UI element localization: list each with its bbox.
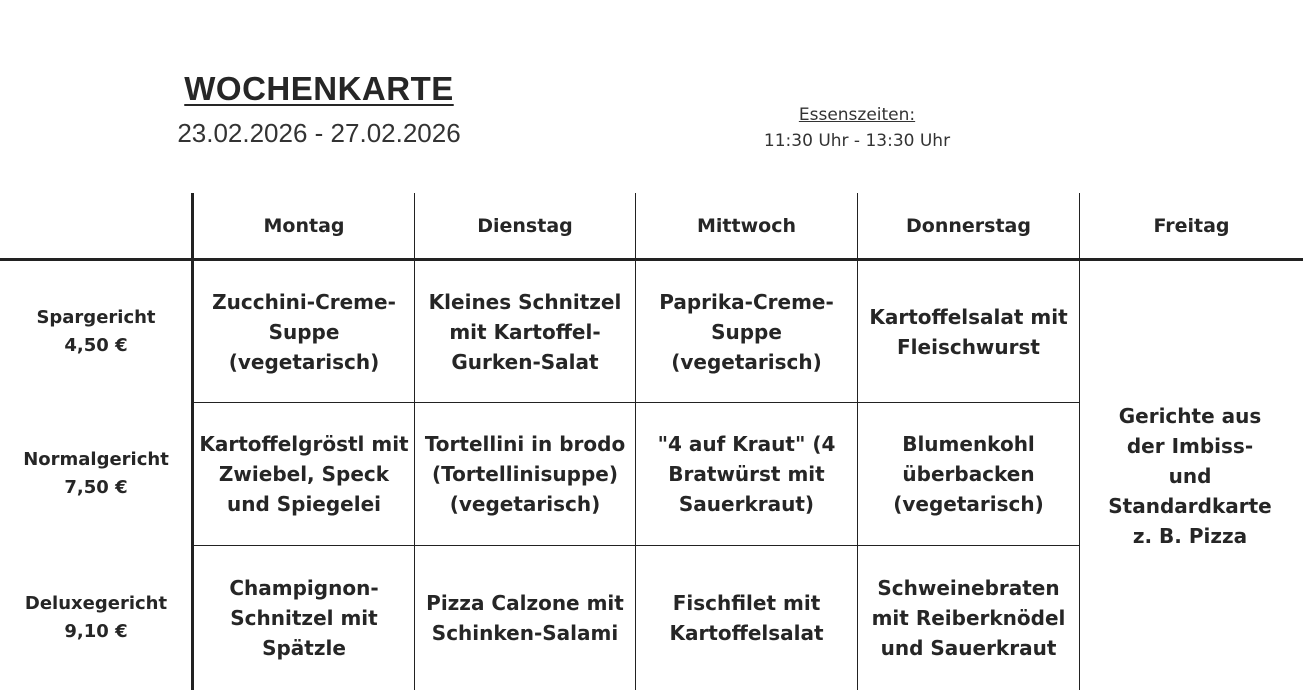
page-title: WOCHENKARTE — [184, 70, 454, 107]
dish-deluxegericht-dienstag: Pizza Calzone mit Schinken-Salami — [426, 591, 624, 645]
dish-spargericht-donnerstag: Kartoffelsalat mit Fleischwurst — [869, 304, 1068, 359]
row-label-spargericht — [0, 261, 192, 402]
meal-times-label: Essenszeiten: — [798, 105, 916, 125]
row-name: Normalgericht — [23, 449, 169, 470]
row-price: 9,10 € — [64, 621, 128, 642]
row-price: 4,50 € — [64, 334, 128, 356]
day-header-donnerstag: Donnerstag — [906, 215, 1031, 237]
day-header-dienstag: Dienstag — [477, 215, 573, 237]
grid-line-col-4 — [1079, 193, 1080, 690]
friday-note: Gerichte aus der Imbiss- und Standardkarte z. B. Pizza — [1108, 403, 1272, 548]
dish-deluxegericht-donnerstag: Schweinebraten mit Reiberknödel und Sauerkraut — [871, 576, 1066, 660]
dish-deluxegericht-mittwoch: Fischfilet mit Kartoffelsalat — [669, 591, 824, 645]
row-price: 7,50 € — [64, 477, 128, 498]
dish-normalgericht-mittwoch: "4 auf Kraut" (4 Bratwürst mit Sauerkraut) — [657, 432, 836, 516]
row-name: Deluxegericht — [24, 593, 168, 614]
row-name: Spargericht — [36, 306, 156, 328]
dish-normalgericht-donnerstag: Blumenkohl überbacken (vegetarisch) — [893, 432, 1044, 516]
dish-spargericht-mittwoch: Paprika-Creme-Suppe (vegetarisch) — [659, 289, 834, 374]
day-header-mittwoch: Mittwoch — [697, 215, 796, 237]
dish-spargericht-montag: Zucchini-Creme-Suppe (vegetarisch) — [212, 289, 396, 374]
date-range: 23.02.2026 - 27.02.2026 — [177, 118, 461, 148]
day-header-freitag: Freitag — [1153, 215, 1230, 237]
dish-normalgericht-montag: Kartoffelgröstl mit Zwiebel, Speck und Spiegelei — [199, 432, 409, 516]
meal-times: 11:30 Uhr - 13:30 Uhr — [763, 131, 951, 151]
dish-deluxegericht-montag: Champignon-Schnitzel mit Spätzle — [229, 576, 379, 660]
day-header-montag: Montag — [263, 215, 345, 237]
row-label-normalgericht — [0, 403, 192, 545]
dish-normalgericht-dienstag: Tortellini in brodo (Tortellinisuppe) (vegetarisch) — [424, 432, 626, 516]
dish-spargericht-dienstag: Kleines Schnitzel mit Kartoffel-Gurken-Salat — [428, 289, 622, 374]
row-label-deluxegericht — [0, 546, 192, 690]
